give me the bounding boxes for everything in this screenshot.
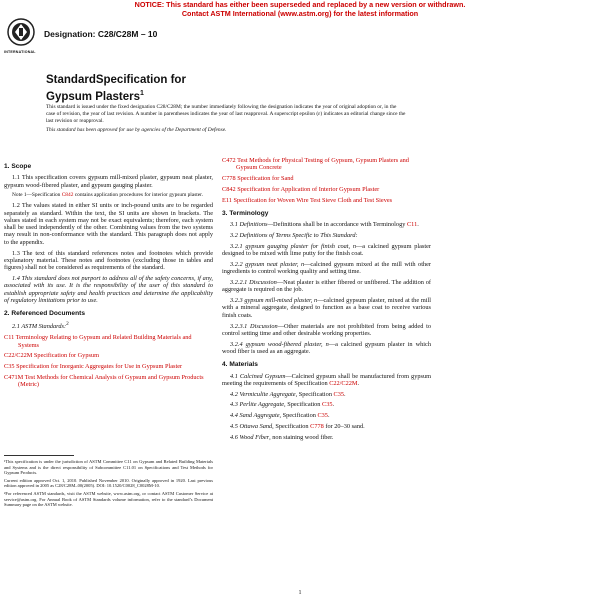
para-4-5-end: for 20–30 sand.: [323, 423, 365, 431]
ref-title[interactable]: Specification for Inorganic Aggregates for Use in Gypsum Plaster: [14, 363, 183, 371]
ref-code[interactable]: C471M: [4, 374, 24, 382]
para-3-2-2-def: —calcined gypsum mixed at the mill with other ingredients to control working quality and setting time.: [222, 260, 431, 276]
astm-standards-text: 2.1 ASTM Standards:: [12, 323, 67, 331]
astm-standards-sup: 2: [66, 321, 69, 328]
para-4-5-link[interactable]: C778: [310, 423, 324, 431]
para-3-2-4-def: —a calcined gypsum plaster in which wood fiber is used as an aggregate.: [222, 340, 431, 355]
note-1: [4, 192, 213, 198]
para-3-2-3: [222, 297, 431, 319]
para-3-2-4-term: 3.2.4 gypsum wood-fibered plaster, n: [230, 340, 329, 348]
para-3-1-end: .: [417, 221, 419, 229]
ref-item[interactable]: [222, 197, 431, 204]
footnote-2: ²For referenced ASTM standards, visit the ASTM website, www.astm.org, or contact ASTM Customer Service at service@astm.org. For Annual Book of ASTM Standards volume information, refer to the standard’s Document Summary page on the ASTM website.: [4, 490, 213, 508]
ref-item[interactable]: [222, 157, 431, 172]
para-4-6: [222, 434, 431, 441]
ref-item[interactable]: [4, 374, 213, 389]
right-column: [222, 157, 431, 445]
para-4-6-term: 4.6 Wood Fiber: [230, 433, 270, 441]
intro-block: [46, 104, 406, 137]
notice-line-2: Contact ASTM International (www.astm.org) for the latest information: [181, 9, 419, 18]
left-ref-list: [4, 334, 213, 388]
right-ref-list: [222, 157, 431, 204]
ref-title[interactable]: Terminology Relating to Gypsum and Related Building Materials and Systems: [14, 334, 192, 349]
para-3-2: [222, 232, 431, 239]
para-3-1-lead: 3.1 Definitions—: [230, 221, 274, 229]
para-4-4-text: , Specification: [279, 412, 318, 420]
page-title: [46, 74, 406, 104]
para-4-3-link[interactable]: C35: [322, 401, 333, 409]
ref-code[interactable]: C22/C22M: [4, 352, 33, 360]
para-3-2-2-1: [222, 279, 431, 294]
para-4-2: 4.2 Vermiculite Aggregate, Specification C35.: [230, 390, 346, 398]
para-1-4-text: 1.4 This standard does not purport to address all of the safety concerns, if any, associated with its use. It is the responsibility of the user of this standard to establish appropriate safety and health practices and determine the applicability of regulatory limitations prior to use.: [4, 274, 213, 304]
para-3-2-4: [222, 341, 431, 356]
materials-heading: 4. Materials: [222, 361, 258, 369]
para-1-1: 1.1 This specification covers gypsum mill-mixed plaster, gypsum neat plaster, gypsum wood-fibered plaster, and gypsum gauging plaster.: [4, 174, 213, 189]
ref-code[interactable]: C842: [222, 185, 236, 193]
left-column: [4, 157, 213, 392]
para-4-2-link[interactable]: C35: [333, 390, 345, 398]
para-4-4-term: 4.4 Sand Aggregate: [230, 412, 280, 420]
para-4-1-end: .: [357, 379, 360, 387]
ref-title[interactable]: Specification for Application of Interior Gypsum Plaster: [235, 185, 380, 193]
page-number: 1: [298, 590, 302, 596]
ref-code[interactable]: C35: [4, 363, 15, 371]
para-4-4-link[interactable]: C35: [317, 412, 328, 420]
para-1-3: 1.3 The text of this standard references notes and footnotes which provide explanatory material. These notes and footnotes (excluding those in tables and figures) shall not be considered as requirements of the standard.: [4, 249, 213, 272]
footnote-1b: Current edition approved Oct. 1, 2010. Published November 2010. Originally approved in 1920. Last previous edition approved in 2005 as C28/C28M–00(2005). DOI: 10.1520/C0028_C0028M-10.: [4, 477, 213, 489]
withdrawn-notice: [0, 0, 600, 18]
para-4-1-term: 4.1 Calcined Gypsum: [230, 372, 286, 380]
ref-item[interactable]: [4, 363, 213, 370]
para-4-1-text: —Calcined gypsum shall be manufactured from gypsum meeting the requirements of Specification: [222, 372, 432, 387]
footnote-rule: [4, 455, 74, 456]
para-3-2-2-1-def: —Neat plaster is either fibered or unfibered. The addition of aggregate is required on the job.: [222, 279, 431, 294]
ref-item[interactable]: [222, 186, 431, 193]
para-4-5: [222, 423, 431, 430]
astm-standards-label: [4, 321, 213, 330]
title-line-1: StandardSpecification for: [46, 74, 186, 86]
notice-line-1: NOTICE: This standard has either been superseded and replaced by a new version or withdrawn.: [134, 0, 466, 9]
ref-title[interactable]: Test Methods for Physical Testing of Gypsum, Gypsum Plasters and Gypsum Concrete: [235, 157, 409, 172]
footnote-1: ¹This specification is under the jurisdiction of ASTM Committee C11 on Gypsum and Related Building Materials and Systems and is the direct responsibility of Subcommittee C11.01 on Specifications and Test Methods for Gypsum Products.: [4, 459, 213, 476]
para-3-2-3-1-term: 3.2.3.1 Discussion: [230, 322, 278, 330]
para-4-3: 4.3 Perlite Aggregate, Specification C35.: [230, 401, 335, 409]
astm-logo-icon: [6, 18, 36, 50]
ref-code[interactable]: C11: [4, 334, 15, 342]
scope-heading: 1. Scope: [4, 163, 32, 170]
para-3-2-2-term: 3.2.2 gypsum neat plaster, n: [230, 260, 305, 268]
para-4-1: [222, 373, 431, 388]
ref-title[interactable]: Specification for Gypsum: [32, 352, 99, 360]
para-3-2-text: 3.2 Definitions of Terms Specific to This Standard:: [230, 232, 358, 240]
ref-code[interactable]: C472: [222, 157, 236, 164]
para-4-1-link[interactable]: C22/C22M: [329, 379, 358, 387]
ref-title[interactable]: Specification for Sand: [235, 175, 294, 183]
para-3-2-2-1-term: 3.2.2.1 Discussion: [230, 279, 277, 287]
para-3-2-2: [222, 261, 431, 276]
para-3-2-3-def: —calcined gypsum plaster, mixed at the mill with a mineral aggregate, designed to function as a base coat to receive various finish coats.: [222, 297, 431, 319]
para-3-1-text: Definitions shall be in accordance with Terminology: [273, 221, 407, 229]
para-3-2-3-term: 3.2.3 gypsum mill-mixed plaster, n: [230, 297, 318, 305]
title-footnote-mark: 1: [139, 90, 144, 97]
para-3-2-1-def: —a calcined gypsum plaster designed to be mixed with lime putty for the finish coat.: [222, 242, 431, 258]
para-1-2: 1.2 The values stated in either SI units or inch-pound units are to be regarded separately as standard. Within the text, the SI units are shown in brackets. The values stated in each system may not be exact equivalents; therefore, each system shall be used independently of the other. Combining values from the two systems may result in non-conformance with the standard. This paragraph does not apply to the appendix.: [4, 202, 213, 246]
note-1-lead: Note 1—Specification: [12, 192, 62, 199]
para-3-2-3-1: [222, 323, 431, 338]
para-4-2-text: , Specification: [295, 390, 334, 398]
title-line-2: [46, 87, 406, 104]
para-3-2-1: [222, 243, 431, 258]
ref-item[interactable]: [222, 175, 431, 182]
ref-code[interactable]: E11: [222, 196, 232, 204]
logo-caption: INTERNATIONAL: [4, 50, 36, 54]
title-main: Gypsum Plasters: [46, 90, 140, 103]
para-1-4: [4, 275, 213, 304]
para-4-3-text: , Specification: [284, 401, 322, 409]
para-4-5-text: , Specification: [272, 423, 311, 431]
ref-title[interactable]: Specification for Woven Wire Test Sieve Cloth and Test Sieves: [231, 196, 393, 204]
para-4-6-text: , non staining wood fiber.: [269, 433, 334, 441]
ref-title[interactable]: Test Methods for Chemical Analysis of Gypsum and Gypsum Products (Metric): [18, 374, 204, 389]
designation: Designation: C28/C28M – 10: [44, 29, 158, 39]
para-4-3-term: 4.3 Perlite Aggregate: [230, 401, 285, 409]
approved-statement: This standard has been approved for use by agencies of the Department of Defense.: [46, 127, 227, 134]
note-1-tail: contains application procedures for interior gypsum plaster.: [73, 192, 204, 199]
para-4-4: 4.4 Sand Aggregate, Specification C35.: [230, 412, 330, 420]
ref-code[interactable]: C778: [222, 175, 236, 183]
para-4-2-term: 4.2 Vermiculite Aggregate: [230, 390, 296, 398]
refdocs-heading: 2. Referenced Documents: [4, 310, 85, 318]
note-1-link[interactable]: C842: [61, 192, 74, 199]
ref-item[interactable]: [4, 352, 213, 359]
terminology-heading: 3. Terminology: [222, 209, 269, 217]
para-3-1: [222, 221, 431, 228]
footnotes: [4, 455, 213, 510]
issued-statement: This standard is issued under the fixed designation C28/C28M; the number immediately following the designation indicates the year of original adoption or, in the case of revision, the year of last revision. A number in parentheses indicates the year of last reapproval. A superscript epsilon (ε) indicates an editorial change since the last revision or reapproval.: [46, 104, 406, 124]
para-4-5-term: 4.5 Ottawa Sand: [230, 423, 273, 431]
para-3-2-1-term: 3.2.1 gypsum gauging plaster for finish coat, n: [230, 242, 356, 250]
ref-item[interactable]: [4, 334, 213, 349]
para-3-1-link[interactable]: C11: [406, 221, 418, 229]
para-3-2-3-1-def: —Other materials are not prohibited from being added to control setting time and other desirable working properties.: [222, 322, 431, 337]
